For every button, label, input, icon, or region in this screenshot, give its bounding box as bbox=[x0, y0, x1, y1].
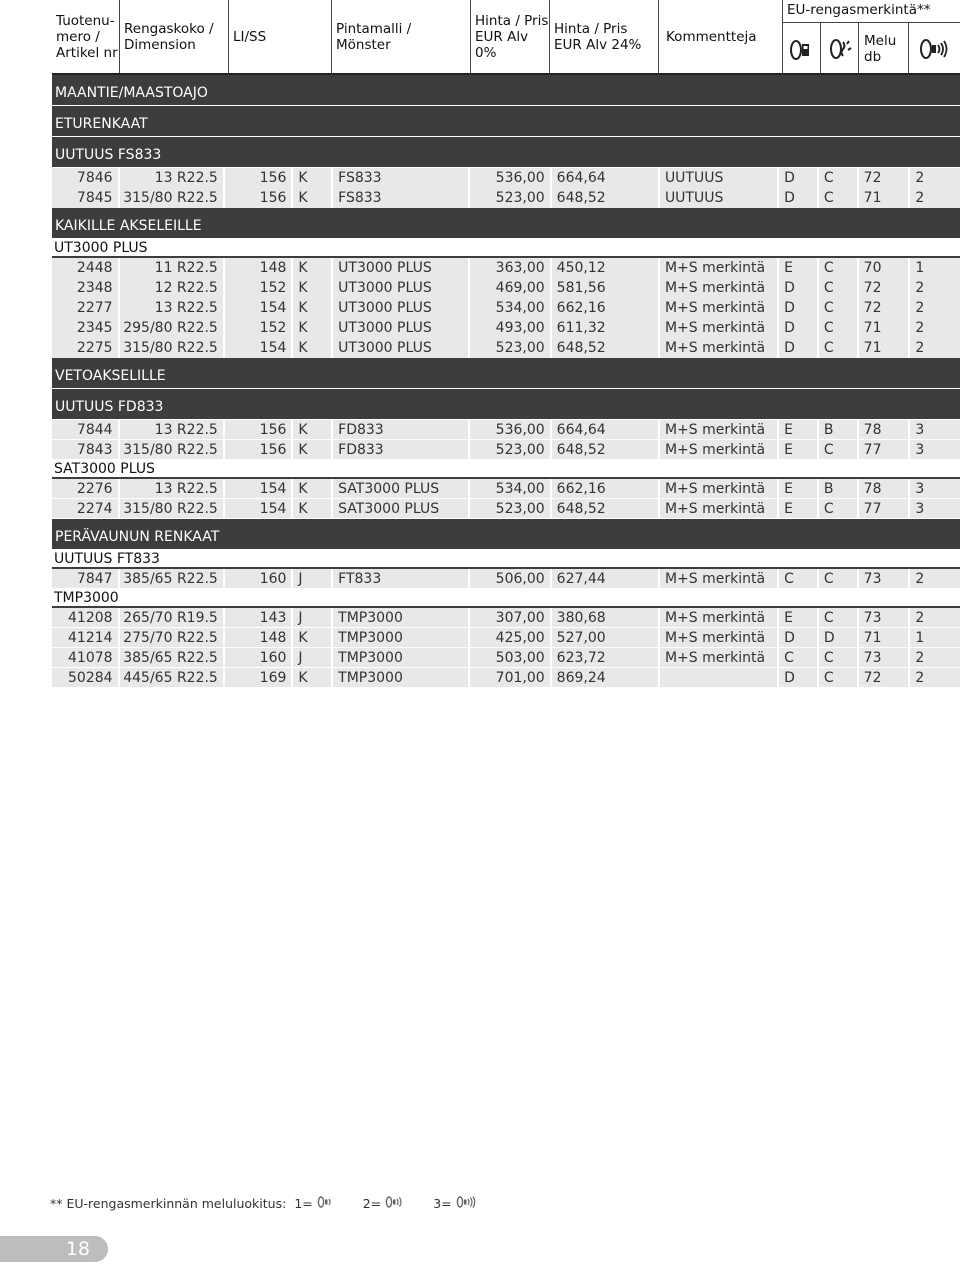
cell-noise-class: 2 bbox=[910, 168, 960, 188]
cell-dimension: 385/65 R22.5 bbox=[120, 569, 223, 589]
cell-pattern: TMP3000 bbox=[333, 648, 468, 668]
cell-speed-symbol: K bbox=[293, 318, 331, 338]
cell-pattern: UT3000 PLUS bbox=[333, 258, 468, 278]
cell-load-index: 156 bbox=[225, 188, 292, 208]
table-row bbox=[52, 298, 960, 318]
cell-pattern: SAT3000 PLUS bbox=[333, 499, 468, 519]
cell-comment: M+S merkintä bbox=[660, 479, 777, 499]
cell-product-number: 2275 bbox=[52, 338, 118, 358]
cell-pattern: FS833 bbox=[333, 168, 468, 188]
cell-noise-class: 3 bbox=[910, 499, 960, 519]
cell-comment: M+S merkintä bbox=[660, 628, 777, 648]
cell-comment: UUTUUS bbox=[660, 168, 777, 188]
noise-class-2-icon bbox=[385, 1196, 403, 1211]
cell-load-index: 152 bbox=[225, 318, 292, 338]
cell-product-number: 7847 bbox=[52, 569, 118, 589]
cell-price-vat0: 534,00 bbox=[470, 479, 549, 499]
noise-icon bbox=[918, 38, 950, 64]
cell-fuel-class: D bbox=[779, 318, 817, 338]
cell-pattern: UT3000 PLUS bbox=[333, 318, 468, 338]
cell-dimension: 385/65 R22.5 bbox=[120, 648, 223, 668]
table-row bbox=[52, 499, 960, 519]
cell-pattern: FD833 bbox=[333, 440, 468, 460]
cell-product-number: 50284 bbox=[52, 668, 118, 688]
cell-comment: M+S merkintä bbox=[660, 608, 777, 628]
cell-wet-grip-class: D bbox=[819, 628, 857, 648]
cell-noise-class: 3 bbox=[910, 420, 960, 440]
cell-price-vat24: 648,52 bbox=[552, 440, 658, 460]
footnote-text: ** EU-rengasmerkinnän meluluokitus: bbox=[50, 1196, 287, 1211]
footnote bbox=[50, 1196, 502, 1211]
cell-price-vat24: 648,52 bbox=[552, 499, 658, 519]
section-heading: UUTUUS FD833 bbox=[52, 389, 960, 419]
cell-noise-class: 2 bbox=[910, 188, 960, 208]
cell-speed-symbol: K bbox=[293, 168, 331, 188]
cell-fuel-class: E bbox=[779, 420, 817, 440]
cell-wet-grip-class: C bbox=[819, 298, 857, 318]
cell-fuel-class: E bbox=[779, 258, 817, 278]
table-row bbox=[52, 318, 960, 338]
cell-noise-db: 72 bbox=[859, 298, 909, 318]
section-heading: UUTUUS FT833 bbox=[52, 550, 960, 569]
table-row bbox=[52, 258, 960, 278]
cell-comment: M+S merkintä bbox=[660, 338, 777, 358]
cell-speed-symbol: K bbox=[293, 668, 331, 688]
cell-load-index: 160 bbox=[225, 648, 292, 668]
cell-load-index: 169 bbox=[225, 668, 292, 688]
cell-product-number: 2448 bbox=[52, 258, 118, 278]
cell-pattern: UT3000 PLUS bbox=[333, 278, 468, 298]
section-heading: SAT3000 PLUS bbox=[52, 460, 960, 479]
header-dimension: Rengaskoko / Dimension bbox=[124, 20, 214, 53]
cell-speed-symbol: J bbox=[293, 569, 331, 589]
table-row bbox=[52, 479, 960, 499]
cell-speed-symbol: K bbox=[293, 338, 331, 358]
cell-price-vat24: 623,72 bbox=[552, 648, 658, 668]
cell-load-index: 154 bbox=[225, 499, 292, 519]
cell-price-vat24: 662,16 bbox=[552, 298, 658, 318]
fuel-pump-icon bbox=[790, 40, 812, 64]
cell-dimension: 13 R22.5 bbox=[120, 420, 223, 440]
cell-price-vat0: 493,00 bbox=[470, 318, 549, 338]
noise-class-1-icon bbox=[317, 1196, 333, 1211]
cell-noise-db: 71 bbox=[859, 188, 909, 208]
header-product-number: Tuotenu- mero / Artikel nr bbox=[56, 12, 118, 61]
cell-fuel-class: C bbox=[779, 648, 817, 668]
cell-comment: M+S merkintä bbox=[660, 258, 777, 278]
cell-price-vat24: 611,32 bbox=[552, 318, 658, 338]
cell-fuel-class: D bbox=[779, 298, 817, 318]
cell-noise-class: 2 bbox=[910, 298, 960, 318]
cell-load-index: 154 bbox=[225, 479, 292, 499]
cell-wet-grip-class: C bbox=[819, 168, 857, 188]
cell-dimension: 13 R22.5 bbox=[120, 168, 223, 188]
table-row bbox=[52, 648, 960, 668]
cell-load-index: 154 bbox=[225, 338, 292, 358]
header-li-ss: LI/SS bbox=[233, 28, 267, 45]
cell-noise-db: 72 bbox=[859, 278, 909, 298]
cell-comment: M+S merkintä bbox=[660, 569, 777, 589]
cell-noise-class: 2 bbox=[910, 278, 960, 298]
cell-product-number: 41214 bbox=[52, 628, 118, 648]
cell-speed-symbol: K bbox=[293, 628, 331, 648]
cell-price-vat0: 469,00 bbox=[470, 278, 549, 298]
cell-noise-class: 3 bbox=[910, 479, 960, 499]
cell-fuel-class: E bbox=[779, 608, 817, 628]
section-heading: UT3000 PLUS bbox=[52, 239, 960, 258]
cell-fuel-class: D bbox=[779, 668, 817, 688]
cell-comment: M+S merkintä bbox=[660, 278, 777, 298]
cell-speed-symbol: K bbox=[293, 499, 331, 519]
cell-noise-db: 73 bbox=[859, 569, 909, 589]
cell-wet-grip-class: C bbox=[819, 338, 857, 358]
noise-class-3-icon bbox=[456, 1196, 476, 1211]
cell-product-number: 41208 bbox=[52, 608, 118, 628]
cell-load-index: 154 bbox=[225, 298, 292, 318]
cell-product-number: 7843 bbox=[52, 440, 118, 460]
table-row bbox=[52, 188, 960, 208]
table-row bbox=[52, 420, 960, 440]
cell-noise-class: 2 bbox=[910, 608, 960, 628]
cell-fuel-class: D bbox=[779, 628, 817, 648]
cell-pattern: UT3000 PLUS bbox=[333, 298, 468, 318]
cell-price-vat0: 536,00 bbox=[470, 168, 549, 188]
cell-product-number: 41078 bbox=[52, 648, 118, 668]
cell-pattern: FD833 bbox=[333, 420, 468, 440]
cell-dimension: 315/80 R22.5 bbox=[120, 338, 223, 358]
cell-dimension: 275/70 R22.5 bbox=[120, 628, 223, 648]
cell-noise-db: 73 bbox=[859, 608, 909, 628]
cell-dimension: 13 R22.5 bbox=[120, 479, 223, 499]
cell-comment: M+S merkintä bbox=[660, 420, 777, 440]
cell-noise-db: 72 bbox=[859, 668, 909, 688]
table-row bbox=[52, 608, 960, 628]
cell-pattern: TMP3000 bbox=[333, 668, 468, 688]
cell-dimension: 315/80 R22.5 bbox=[120, 440, 223, 460]
cell-fuel-class: E bbox=[779, 479, 817, 499]
cell-speed-symbol: K bbox=[293, 188, 331, 208]
cell-price-vat24: 627,44 bbox=[552, 569, 658, 589]
cell-speed-symbol: K bbox=[293, 479, 331, 499]
cell-noise-db: 77 bbox=[859, 440, 909, 460]
cell-speed-symbol: K bbox=[293, 440, 331, 460]
cell-speed-symbol: J bbox=[293, 608, 331, 628]
section-heading: PERÄVAUNUN RENKAAT bbox=[52, 519, 960, 549]
footnote-item-2: 2= bbox=[362, 1196, 382, 1211]
cell-wet-grip-class: C bbox=[819, 648, 857, 668]
footnote-item-1: 1= bbox=[294, 1196, 313, 1211]
cell-comment: UUTUUS bbox=[660, 188, 777, 208]
cell-wet-grip-class: C bbox=[819, 668, 857, 688]
cell-noise-db: 78 bbox=[859, 479, 909, 499]
section-heading: ETURENKAAT bbox=[52, 106, 960, 136]
cell-noise-db: 72 bbox=[859, 168, 909, 188]
cell-fuel-class: D bbox=[779, 278, 817, 298]
cell-price-vat0: 534,00 bbox=[470, 298, 549, 318]
cell-price-vat0: 425,00 bbox=[470, 628, 549, 648]
cell-fuel-class: D bbox=[779, 188, 817, 208]
cell-wet-grip-class: C bbox=[819, 440, 857, 460]
cell-dimension: 11 R22.5 bbox=[120, 258, 223, 278]
cell-comment: M+S merkintä bbox=[660, 298, 777, 318]
cell-noise-class: 1 bbox=[910, 258, 960, 278]
cell-price-vat24: 527,00 bbox=[552, 628, 658, 648]
cell-noise-db: 71 bbox=[859, 338, 909, 358]
cell-dimension: 445/65 R22.5 bbox=[120, 668, 223, 688]
cell-fuel-class: D bbox=[779, 168, 817, 188]
cell-noise-db: 77 bbox=[859, 499, 909, 519]
cell-pattern: FT833 bbox=[333, 569, 468, 589]
table-row bbox=[52, 628, 960, 648]
cell-dimension: 315/80 R22.5 bbox=[120, 499, 223, 519]
header-noise-db: Melu db bbox=[864, 33, 897, 65]
cell-noise-class: 2 bbox=[910, 338, 960, 358]
cell-wet-grip-class: C bbox=[819, 258, 857, 278]
header-comment: Kommentteja bbox=[666, 28, 757, 45]
section-heading: TMP3000 bbox=[52, 589, 960, 608]
eu-label-title: EU-rengasmerkintä** bbox=[787, 2, 931, 18]
cell-load-index: 156 bbox=[225, 168, 292, 188]
price-table bbox=[52, 0, 960, 688]
cell-price-vat0: 363,00 bbox=[470, 258, 549, 278]
cell-pattern: SAT3000 PLUS bbox=[333, 479, 468, 499]
cell-price-vat0: 307,00 bbox=[470, 608, 549, 628]
table-row bbox=[52, 278, 960, 298]
cell-pattern: TMP3000 bbox=[333, 628, 468, 648]
cell-noise-db: 73 bbox=[859, 648, 909, 668]
cell-wet-grip-class: B bbox=[819, 479, 857, 499]
cell-dimension: 13 R22.5 bbox=[120, 298, 223, 318]
cell-wet-grip-class: C bbox=[819, 278, 857, 298]
table-row bbox=[52, 338, 960, 358]
cell-fuel-class: E bbox=[779, 499, 817, 519]
header-price-vat24: Hinta / Pris EUR Alv 24% bbox=[554, 20, 642, 53]
cell-noise-class: 2 bbox=[910, 648, 960, 668]
table-row bbox=[52, 569, 960, 589]
cell-pattern: UT3000 PLUS bbox=[333, 338, 468, 358]
cell-price-vat0: 506,00 bbox=[470, 569, 549, 589]
cell-pattern: FS833 bbox=[333, 188, 468, 208]
cell-load-index: 156 bbox=[225, 440, 292, 460]
page-number: 18 bbox=[0, 1236, 108, 1262]
cell-price-vat24: 662,16 bbox=[552, 479, 658, 499]
cell-noise-class: 2 bbox=[910, 668, 960, 688]
cell-product-number: 2345 bbox=[52, 318, 118, 338]
cell-load-index: 148 bbox=[225, 258, 292, 278]
cell-product-number: 7845 bbox=[52, 188, 118, 208]
cell-comment: M+S merkintä bbox=[660, 499, 777, 519]
cell-noise-class: 3 bbox=[910, 440, 960, 460]
cell-speed-symbol: K bbox=[293, 278, 331, 298]
cell-speed-symbol: K bbox=[293, 298, 331, 318]
cell-price-vat0: 523,00 bbox=[470, 338, 549, 358]
cell-dimension: 295/80 R22.5 bbox=[120, 318, 223, 338]
cell-price-vat0: 523,00 bbox=[470, 499, 549, 519]
cell-fuel-class: E bbox=[779, 440, 817, 460]
cell-noise-db: 70 bbox=[859, 258, 909, 278]
wet-grip-icon bbox=[828, 38, 852, 64]
table-row bbox=[52, 440, 960, 460]
cell-price-vat24: 450,12 bbox=[552, 258, 658, 278]
cell-load-index: 156 bbox=[225, 420, 292, 440]
cell-product-number: 2348 bbox=[52, 278, 118, 298]
cell-price-vat0: 523,00 bbox=[470, 440, 549, 460]
cell-price-vat0: 503,00 bbox=[470, 648, 549, 668]
header-pattern: Pintamalli / Mönster bbox=[336, 20, 412, 53]
table-row bbox=[52, 168, 960, 188]
cell-comment bbox=[660, 668, 777, 688]
footnote-item-3: 3= bbox=[433, 1196, 452, 1211]
cell-wet-grip-class: C bbox=[819, 188, 857, 208]
cell-price-vat24: 869,24 bbox=[552, 668, 658, 688]
cell-product-number: 2276 bbox=[52, 479, 118, 499]
cell-load-index: 143 bbox=[225, 608, 292, 628]
cell-speed-symbol: K bbox=[293, 420, 331, 440]
header-price-vat0: Hinta / Pris EUR Alv 0% bbox=[475, 12, 549, 61]
cell-price-vat0: 523,00 bbox=[470, 188, 549, 208]
cell-speed-symbol: J bbox=[293, 648, 331, 668]
cell-comment: M+S merkintä bbox=[660, 440, 777, 460]
cell-load-index: 148 bbox=[225, 628, 292, 648]
table-body bbox=[52, 75, 960, 687]
cell-wet-grip-class: C bbox=[819, 499, 857, 519]
cell-wet-grip-class: C bbox=[819, 569, 857, 589]
cell-noise-db: 78 bbox=[859, 420, 909, 440]
cell-dimension: 265/70 R19.5 bbox=[120, 608, 223, 628]
cell-fuel-class: C bbox=[779, 569, 817, 589]
cell-fuel-class: D bbox=[779, 338, 817, 358]
cell-noise-class: 2 bbox=[910, 318, 960, 338]
cell-noise-db: 71 bbox=[859, 318, 909, 338]
section-heading: VETOAKSELILLE bbox=[52, 358, 960, 388]
cell-noise-class: 2 bbox=[910, 569, 960, 589]
cell-price-vat24: 380,68 bbox=[552, 608, 658, 628]
cell-price-vat24: 581,56 bbox=[552, 278, 658, 298]
cell-price-vat0: 701,00 bbox=[470, 668, 549, 688]
cell-noise-class: 1 bbox=[910, 628, 960, 648]
cell-product-number: 7846 bbox=[52, 168, 118, 188]
section-heading: UUTUUS FS833 bbox=[52, 137, 960, 167]
cell-wet-grip-class: C bbox=[819, 608, 857, 628]
cell-product-number: 7844 bbox=[52, 420, 118, 440]
cell-product-number: 2277 bbox=[52, 298, 118, 318]
section-heading: MAANTIE/MAASTOAJO bbox=[52, 75, 960, 105]
cell-price-vat24: 664,64 bbox=[552, 168, 658, 188]
cell-noise-db: 71 bbox=[859, 628, 909, 648]
cell-dimension: 12 R22.5 bbox=[120, 278, 223, 298]
cell-comment: M+S merkintä bbox=[660, 648, 777, 668]
cell-price-vat24: 664,64 bbox=[552, 420, 658, 440]
table-header bbox=[52, 0, 960, 75]
section-heading: KAIKILLE AKSELEILLE bbox=[52, 208, 960, 238]
cell-load-index: 152 bbox=[225, 278, 292, 298]
cell-product-number: 2274 bbox=[52, 499, 118, 519]
cell-comment: M+S merkintä bbox=[660, 318, 777, 338]
cell-dimension: 315/80 R22.5 bbox=[120, 188, 223, 208]
cell-wet-grip-class: B bbox=[819, 420, 857, 440]
cell-price-vat24: 648,52 bbox=[552, 188, 658, 208]
cell-wet-grip-class: C bbox=[819, 318, 857, 338]
cell-pattern: TMP3000 bbox=[333, 608, 468, 628]
cell-speed-symbol: K bbox=[293, 258, 331, 278]
table-row bbox=[52, 668, 960, 688]
cell-load-index: 160 bbox=[225, 569, 292, 589]
cell-price-vat0: 536,00 bbox=[470, 420, 549, 440]
cell-price-vat24: 648,52 bbox=[552, 338, 658, 358]
